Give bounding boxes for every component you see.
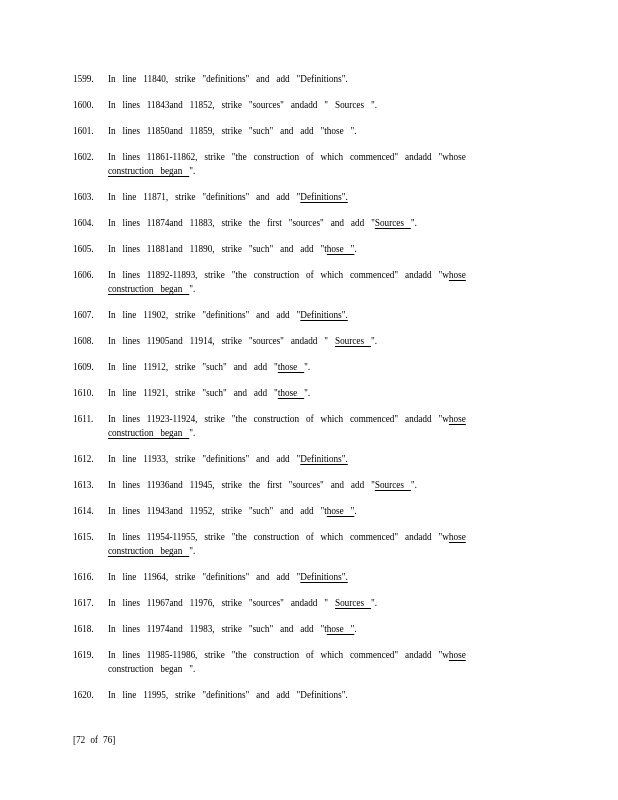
instruction-text: ". bbox=[410, 480, 417, 491]
amendment-text bbox=[108, 269, 466, 297]
amendment-number: 1617. bbox=[73, 598, 94, 609]
amendment-text-line bbox=[108, 623, 357, 637]
inserted-text: those bbox=[277, 388, 305, 399]
amendment-text bbox=[108, 335, 377, 349]
instruction-text: In lines 11850and 11859, strike "such" and add "those ". bbox=[107, 126, 357, 137]
inserted-text: Definitions". bbox=[300, 454, 348, 465]
instruction-text: In line 11964, strike "definitions" and add " bbox=[107, 572, 301, 583]
amendment-text-line bbox=[108, 649, 466, 663]
inserted-text: Sources bbox=[374, 218, 411, 229]
inserted-text: Sources bbox=[374, 480, 411, 491]
amendment-number: 1600. bbox=[73, 100, 94, 111]
amendment-text-line bbox=[108, 505, 357, 519]
instruction-text: ". bbox=[410, 218, 417, 229]
amendment-number: 1603. bbox=[73, 192, 94, 203]
instruction-text: In lines 11843and 11852, strike "sources" andadd " Sources ". bbox=[107, 100, 378, 111]
amendment-number: 1609. bbox=[73, 362, 94, 373]
amendment-number: 1601. bbox=[73, 126, 94, 137]
instruction-text: ". bbox=[304, 362, 311, 373]
amendment-text-line bbox=[108, 479, 417, 493]
instruction-text: In lines 11861-11862, strike "the construction of which commenced" andadd "whose bbox=[107, 152, 466, 163]
amendment-text bbox=[108, 505, 357, 519]
amendment-text-line bbox=[108, 663, 466, 677]
amendment-text-line bbox=[108, 335, 377, 349]
amendment-number: 1613. bbox=[73, 480, 94, 491]
amendment-number: 1606. bbox=[73, 270, 94, 281]
amendment-number: 1618. bbox=[73, 624, 94, 635]
amendment-text-line bbox=[108, 453, 348, 467]
amendment-text bbox=[108, 387, 310, 401]
instruction-text: ". bbox=[189, 166, 196, 177]
amendment-number: 1620. bbox=[73, 690, 94, 701]
amendment-text-line bbox=[108, 243, 357, 257]
instruction-text: In line 11921, strike "such" and add " bbox=[107, 388, 278, 399]
amendment-text bbox=[108, 243, 357, 257]
instruction-text: In lines 11943and 11952, strike "such" and add "t bbox=[107, 506, 327, 517]
amendment-text-line bbox=[108, 217, 417, 231]
instruction-text: . bbox=[354, 244, 357, 255]
amendment-text bbox=[108, 73, 348, 87]
amendment-text bbox=[108, 597, 377, 611]
instruction-text: construction began ". bbox=[107, 664, 196, 675]
amendment-text-line bbox=[108, 125, 357, 139]
instruction-text: . bbox=[354, 506, 357, 517]
inserted-text: Definitions". bbox=[300, 572, 348, 583]
instruction-text: ". bbox=[189, 284, 196, 295]
inserted-text: construction began bbox=[107, 166, 190, 177]
instruction-text: In lines 11905and 11914, strike "sources" andadd " bbox=[107, 336, 335, 347]
inserted-text: hose " bbox=[326, 244, 355, 255]
inserted-text: Definitions". bbox=[300, 310, 348, 321]
inserted-text: hose bbox=[448, 414, 466, 425]
amendment-text bbox=[108, 649, 466, 677]
amendment-text-line bbox=[108, 531, 466, 545]
inserted-text: hose " bbox=[326, 506, 355, 517]
inserted-text: hose bbox=[448, 532, 466, 543]
amendment-number: 1615. bbox=[73, 532, 94, 543]
instruction-text: In line 11995, strike "definitions" and add "Definitions". bbox=[107, 690, 348, 701]
amendment-text bbox=[108, 689, 348, 703]
amendment-text-line bbox=[108, 545, 466, 559]
amendment-text-line bbox=[108, 191, 348, 205]
amendment-text-line bbox=[108, 165, 466, 179]
amendment-text-line bbox=[108, 269, 466, 283]
amendment-number: 1602. bbox=[73, 152, 94, 163]
inserted-text: hose bbox=[448, 650, 466, 661]
amendment-text-line bbox=[108, 73, 348, 87]
instruction-text: In line 11912, strike "such" and add " bbox=[107, 362, 278, 373]
amendment-text bbox=[108, 125, 357, 139]
amendment-number: 1599. bbox=[73, 74, 94, 85]
amendment-text bbox=[108, 531, 466, 559]
instruction-text: In lines 11936and 11945, strike the first "sources" and add " bbox=[107, 480, 375, 491]
amendment-text-line bbox=[108, 309, 348, 323]
amendment-text-line bbox=[108, 413, 466, 427]
amendment-number: 1611. bbox=[73, 414, 94, 425]
amendment-number: 1607. bbox=[73, 310, 94, 321]
amendment-text-line bbox=[108, 597, 377, 611]
amendment-text bbox=[108, 361, 310, 375]
instruction-text: In lines 11881and 11890, strike "such" and add "t bbox=[107, 244, 327, 255]
amendment-text bbox=[108, 413, 466, 441]
inserted-text: construction began bbox=[107, 284, 190, 295]
inserted-text: those bbox=[277, 362, 305, 373]
inserted-text: hose " bbox=[326, 624, 355, 635]
amendment-text-line bbox=[108, 361, 310, 375]
amendment-number: 1619. bbox=[73, 650, 94, 661]
inserted-text: Definitions". bbox=[300, 192, 348, 203]
amendment-number: 1608. bbox=[73, 336, 94, 347]
inserted-text: hose bbox=[448, 270, 466, 281]
amendment-text bbox=[108, 151, 466, 179]
instruction-text: In lines 11923-11924, strike "the construction of which commenced" andadd "w bbox=[107, 414, 449, 425]
amendment-number: 1610. bbox=[73, 388, 94, 399]
amendment-text bbox=[108, 191, 348, 205]
page-number: [72 of 76] bbox=[73, 735, 116, 746]
amendment-text bbox=[108, 309, 348, 323]
inserted-text: construction began bbox=[107, 428, 190, 439]
amendment-text bbox=[108, 479, 417, 493]
amendment-number: 1614. bbox=[73, 506, 94, 517]
inserted-text: Sources bbox=[334, 598, 372, 609]
amendment-text-line bbox=[108, 427, 466, 441]
amendment-text bbox=[108, 623, 357, 637]
inserted-text: construction began bbox=[107, 546, 190, 557]
amendment-text bbox=[108, 453, 348, 467]
instruction-text: In lines 11892-11893, strike "the construction of which commenced" andadd "w bbox=[107, 270, 449, 281]
instruction-text: In lines 11985-11986, strike "the construction of which commenced" andadd "w bbox=[107, 650, 449, 661]
amendment-number: 1605. bbox=[73, 244, 94, 255]
instruction-text: In line 11933, strike "definitions" and add " bbox=[107, 454, 301, 465]
instruction-text: ". bbox=[371, 336, 378, 347]
amendment-text-line bbox=[108, 689, 348, 703]
instruction-text: In lines 11974and 11983, strike "such" and add "t bbox=[107, 624, 327, 635]
instruction-text: ". bbox=[189, 428, 196, 439]
amendment-text-line bbox=[108, 99, 377, 113]
instruction-text: In line 11902, strike "definitions" and add " bbox=[107, 310, 301, 321]
amendment-text bbox=[108, 99, 377, 113]
amendment-number: 1616. bbox=[73, 572, 94, 583]
instruction-text: In line 11840, strike "definitions" and add "Definitions". bbox=[107, 74, 348, 85]
amendment-number: 1604. bbox=[73, 218, 94, 229]
instruction-text: In lines 11874and 11883, strike the first "sources" and add " bbox=[107, 218, 375, 229]
instruction-text: In lines 11954-11955, strike "the construction of which commenced" andadd "w bbox=[107, 532, 449, 543]
instruction-text: In lines 11967and 11976, strike "sources" andadd " bbox=[107, 598, 335, 609]
instruction-text: ". bbox=[304, 388, 311, 399]
amendment-text bbox=[108, 571, 348, 585]
amendment-text-line bbox=[108, 283, 466, 297]
amendment-text-line bbox=[108, 387, 310, 401]
amendment-text-line bbox=[108, 571, 348, 585]
instruction-text: . bbox=[354, 624, 357, 635]
instruction-text: ". bbox=[189, 546, 196, 557]
amendment-number: 1612. bbox=[73, 454, 94, 465]
amendment-text-line bbox=[108, 151, 466, 165]
instruction-text: In line 11871, strike "definitions" and add " bbox=[107, 192, 301, 203]
amendment-text bbox=[108, 217, 417, 231]
instruction-text: ". bbox=[371, 598, 378, 609]
inserted-text: Sources bbox=[334, 336, 372, 347]
